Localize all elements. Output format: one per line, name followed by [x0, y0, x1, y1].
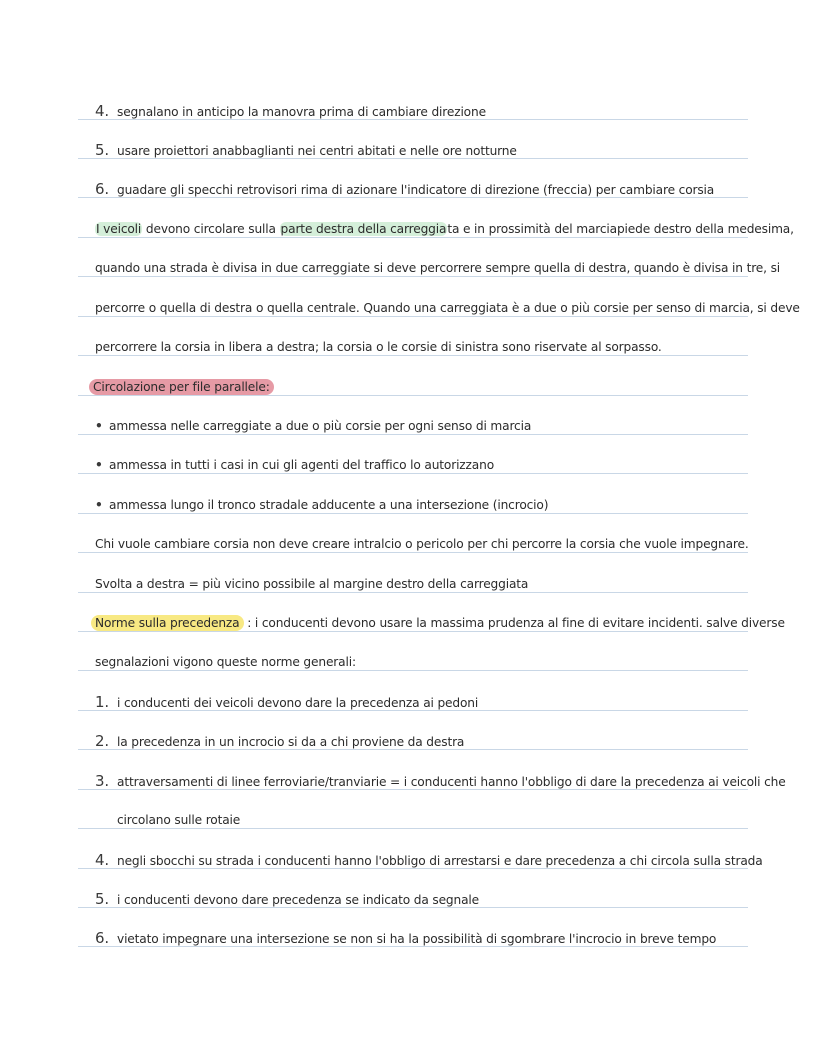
- paragraph-text: : i conducenti devono usare la massima prudenza al fine di evitare incidenti. salve diverse: [243, 616, 785, 630]
- paragraph-line: [95, 260, 781, 276]
- rule-line: [78, 552, 748, 553]
- list-item: [95, 103, 745, 120]
- paragraph-line: [95, 221, 794, 237]
- list-number: 5.: [95, 141, 110, 159]
- list-item: [95, 772, 786, 790]
- bullet-text: ammessa in tutti i casi in cui gli agenti del traffico lo autorizzano: [109, 458, 495, 472]
- rule-line: [78, 355, 748, 356]
- paragraph-line: [95, 654, 745, 670]
- list-number: 2.: [95, 732, 110, 750]
- list-item: [95, 694, 745, 711]
- list-text: la precedenza in un incrocio si da a chi proviene da destra: [117, 735, 465, 749]
- paragraph-text: percorrere la corsia in libera a destra; la corsia o le corsie di sinistra sono riservate al sorpasso.: [95, 340, 662, 354]
- list-text: segnalano in anticipo la manovra prima di cambiare direzione: [117, 105, 486, 119]
- rule-line: [78, 631, 748, 632]
- bullet-text: ammessa nelle carreggiate a due o più corsie per ogni senso di marcia: [109, 419, 532, 433]
- heading-highlight: Norme sulla precedenza: [91, 615, 244, 631]
- rule-line: [78, 434, 748, 435]
- list-text: circolano sulle rotaie: [117, 813, 241, 827]
- list-text: i conducenti devono dare precedenza se indicato da segnale: [117, 893, 479, 907]
- list-item: [95, 733, 745, 750]
- rule-line: [78, 670, 748, 671]
- paragraph-line: [95, 300, 800, 316]
- list-number: 1.: [95, 693, 110, 711]
- list-item: [95, 142, 745, 159]
- bullet-item: [95, 457, 745, 473]
- rule-line: [78, 828, 748, 829]
- rule-line: [78, 473, 748, 474]
- list-number: 3.: [95, 772, 110, 790]
- rule-line: [78, 592, 748, 593]
- list-text: i conducenti dei veicoli devono dare la precedenza ai pedoni: [117, 696, 479, 710]
- list-text: attraversamenti di linee ferroviarie/tranviarie = i conducenti hanno l'obbligo di dare la precedenza ai veicoli che: [117, 775, 786, 789]
- paragraph-text: quando una strada è divisa in due carreggiate si deve percorrere sempre quella di destra, quando è divisa in tre, si: [95, 261, 781, 275]
- section-heading: [95, 615, 785, 631]
- paragraph-text: Chi vuole cambiare corsia non deve creare intralcio o pericolo per chi percorre la corsia che vuole impegnare.: [95, 537, 749, 551]
- paragraph-text: ta e in prossimità del marciapiede destro della medesima,: [447, 222, 794, 236]
- list-number: 6.: [95, 180, 110, 198]
- heading-highlight: Circolazione per file parallele:: [89, 379, 274, 395]
- paragraph-text: percorre o quella di destra o quella centrale. Quando una carreggiata è a due o più corsie per senso di marcia, si deve: [95, 301, 800, 315]
- section-heading: [95, 379, 745, 395]
- paragraph-line: [95, 536, 749, 552]
- bullet-item: [95, 497, 745, 513]
- rule-line: [78, 513, 748, 514]
- paragraph-line: [95, 339, 745, 355]
- rule-line: [78, 316, 748, 317]
- list-item: [95, 891, 745, 908]
- list-number: 4.: [95, 102, 110, 120]
- bullet-icon: •: [95, 498, 103, 512]
- list-text: negli sbocchi su strada i conducenti hanno l'obbligo di arrestarsi e dare precedenza a chi circola sulla strada: [117, 854, 763, 868]
- rule-line: [78, 276, 748, 277]
- list-text: vietato impegnare una intersezione se non si ha la possibilità di sgombrare l'incrocio in breve tempo: [117, 932, 717, 946]
- paragraph-text: segnalazioni vigono queste norme generali:: [95, 655, 356, 669]
- rule-line: [78, 395, 748, 396]
- bullet-icon: •: [95, 458, 103, 472]
- list-text: usare proiettori anabbaglianti nei centri abitati e nelle ore notturne: [117, 144, 517, 158]
- list-text: guadare gli specchi retrovisori rima di azionare l'indicatore di direzione (freccia) per cambiare corsia: [117, 183, 715, 197]
- paragraph-text: Svolta a destra = più vicino possibile al margine destro della carreggiata: [95, 577, 529, 591]
- rule-line: [78, 237, 748, 238]
- highlighted-term: parte destra della carreggia: [280, 222, 447, 236]
- paragraph-text: devono circolare sulla: [142, 222, 280, 236]
- list-number: 5.: [95, 890, 110, 908]
- paragraph-line: [95, 576, 745, 592]
- list-item: [95, 930, 745, 947]
- list-item: [95, 851, 763, 869]
- list-number: 6.: [95, 929, 110, 947]
- list-item-continuation: [95, 812, 745, 828]
- bullet-icon: •: [95, 419, 103, 433]
- highlighted-term: I veicoli: [96, 222, 142, 236]
- list-number: 4.: [95, 851, 110, 869]
- bullet-item: [95, 418, 745, 434]
- bullet-text: ammessa lungo il tronco stradale adducente a una intersezione (incrocio): [109, 498, 549, 512]
- list-item: [95, 181, 745, 198]
